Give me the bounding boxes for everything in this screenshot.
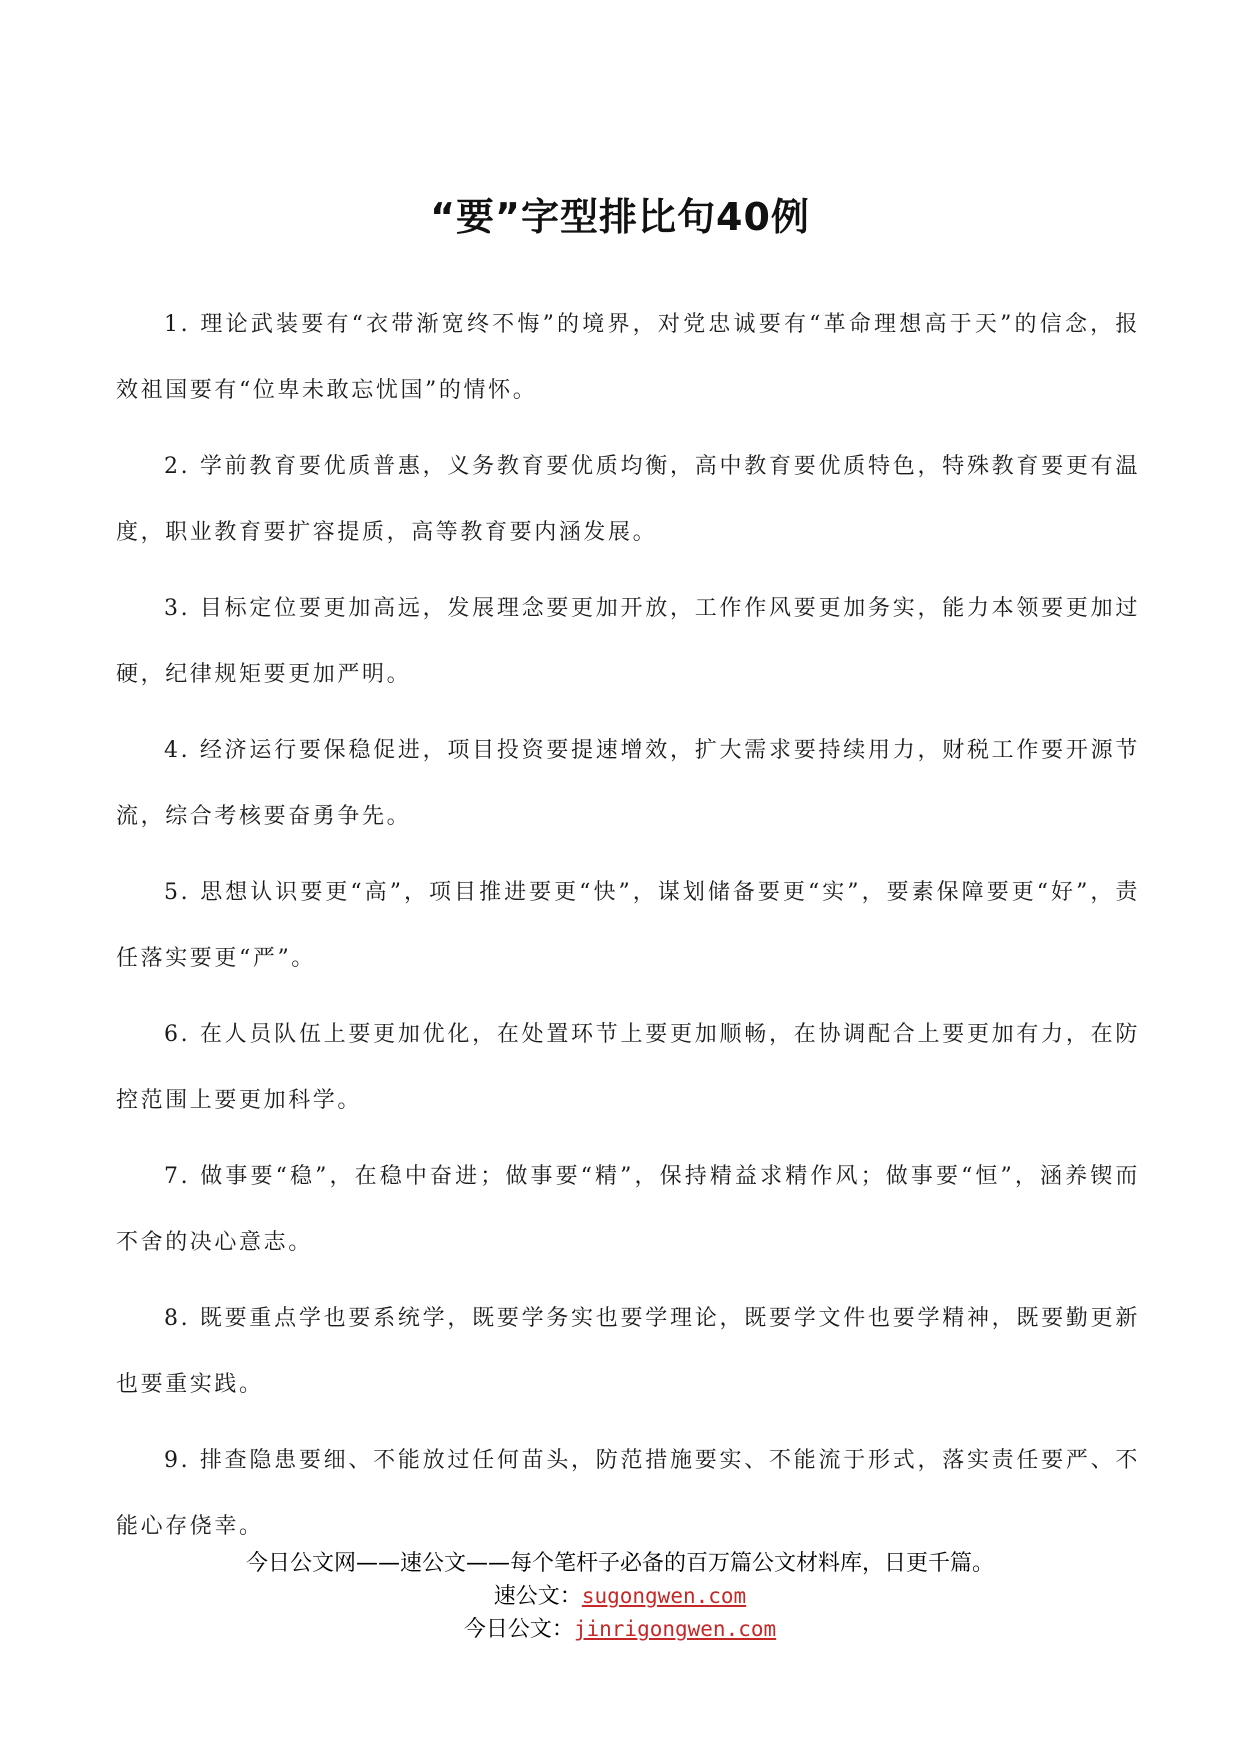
paragraph-8: 8. 既要重点学也要系统学，既要学务实也要学理论，既要学文件也要学精神，既要勤更新也要重实践。 [116, 1306, 1140, 1397]
paragraph-9: 9. 排查隐患要细、不能放过任何苗头，防范措施要实、不能流于形式，落实责任要严、不能心存侥幸。 [116, 1448, 1140, 1539]
paragraph-7: 7. 做事要“稳”，在稳中奋进；做事要“精”，保持精益求精作风；做事要“恒”，涵养锲而不舍的决心意志。 [116, 1164, 1140, 1255]
paragraph-3: 3. 目标定位要更加高远，发展理念要更加开放，工作作风要更加务实，能力本领要更加过硬，纪律规矩要更加严明。 [116, 596, 1140, 687]
footer-slogan: 今日公文网——速公文——每个笔杆子必备的百万篇公文材料库，日更千篇。 [245, 1551, 994, 1576]
document-body [116, 292, 1140, 1570]
footer [0, 1548, 1240, 1646]
paragraph-5: 5. 思想认识要更“高”，项目推进要更“快”，谋划储备要更“实”，要素保障要更“好”，责任落实要更“严”。 [116, 880, 1140, 971]
footer-link-row-2 [0, 1613, 1240, 1646]
jinrigongwen-link[interactable]: jinrigongwen.com [573, 1617, 777, 1641]
footer-link-row-1 [0, 1580, 1240, 1613]
footer-link-2-label: 今日公文： [463, 1617, 574, 1642]
paragraph-6: 6. 在人员队伍上要更加优化，在处置环节上要更加顺畅，在协调配合上要更加有力，在防控范围上要更加科学。 [116, 1022, 1140, 1113]
paragraph-2: 2. 学前教育要优质普惠，义务教育要优质均衡，高中教育要优质特色，特殊教育要更有温度，职业教育要扩容提质，高等教育要内涵发展。 [116, 454, 1140, 545]
paragraph-4: 4. 经济运行要保稳促进，项目投资要提速增效，扩大需求要持续用力，财税工作要开源节流，综合考核要奋勇争先。 [116, 738, 1140, 829]
paragraph-1: 1. 理论武装要有“衣带渐宽终不悔”的境界，对党忠诚要有“革命理想高于天”的信念，报效祖国要有“位卑未敢忘忧国”的情怀。 [116, 312, 1140, 403]
page-title: “要”字型排比句40例 [430, 195, 810, 239]
footer-link-1-label: 速公文： [493, 1584, 582, 1609]
sugongwen-link[interactable]: sugongwen.com [581, 1584, 747, 1608]
